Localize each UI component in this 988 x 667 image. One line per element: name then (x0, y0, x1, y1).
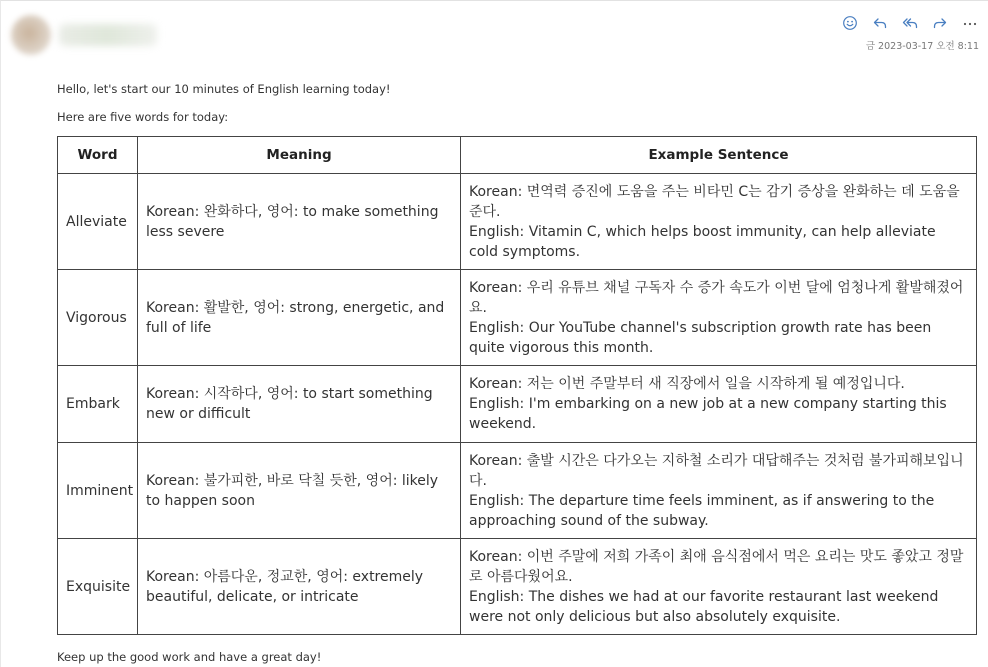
table-row (58, 174, 977, 270)
sender-info-blurred (11, 9, 169, 61)
word-cell: Exquisite (58, 539, 138, 635)
example-korean: Korean: 출발 시간은 다가오는 지하철 소리가 대답해주는 것처럼 불가피해보입니다. (469, 452, 964, 489)
sent-date: 금 2023-03-17 오전 8:11 (865, 41, 979, 52)
meaning-cell: Korean: 아름다운, 정교한, 영어: extremely beautiful, delicate, or intricate (138, 539, 461, 635)
intro-text: Here are five words for today: (57, 110, 229, 124)
meaning-cell: Korean: 활발한, 영어: strong, energetic, and full of life (138, 270, 461, 366)
example-cell (461, 174, 977, 270)
example-cell (461, 443, 977, 539)
example-english: English: Vitamin C, which helps boost immunity, can help alleviate cold symptoms. (469, 223, 936, 260)
word-cell: Embark (58, 366, 138, 443)
table-row (58, 443, 977, 539)
sender-avatar (11, 15, 51, 55)
sender-name-blurred (59, 24, 157, 46)
example-korean: Korean: 우리 유튜브 채널 구독자 수 증가 속도가 이번 달에 엄청나게 활발해졌어요. (469, 279, 964, 316)
meaning-cell: Korean: 완화하다, 영어: to make something less severe (138, 174, 461, 270)
closing-text: Keep up the good work and have a great day! (57, 650, 322, 664)
table-header-row (58, 137, 977, 174)
word-cell: Alleviate (58, 174, 138, 270)
smiley-icon[interactable] (842, 15, 858, 31)
reply-all-icon[interactable] (902, 15, 918, 31)
meaning-cell: Korean: 불가피한, 바로 닥칠 듯한, 영어: likely to happen soon (138, 443, 461, 539)
greeting-text: Hello, let's start our 10 minutes of English learning today! (57, 82, 391, 96)
table-row (58, 366, 977, 443)
table-row (58, 539, 977, 635)
meaning-cell: Korean: 시작하다, 영어: to start something new or difficult (138, 366, 461, 443)
example-english: English: I'm embarking on a new job at a new company starting this weekend. (469, 396, 947, 432)
more-horizontal-icon[interactable] (962, 15, 978, 31)
table-row (58, 270, 977, 366)
forward-icon[interactable] (932, 15, 948, 31)
vocabulary-table (57, 136, 977, 635)
example-english: English: The departure time feels imminent, as if answering to the approaching sound of the subway. (469, 492, 935, 529)
word-cell: Vigorous (58, 270, 138, 366)
reply-icon[interactable] (872, 15, 888, 31)
example-cell (461, 270, 977, 366)
header-word: Word (58, 137, 138, 174)
message-body (57, 81, 977, 664)
example-english: English: The dishes we had at our favorite restaurant last weekend were not only delicious but also absolutely exquisite. (469, 588, 939, 625)
example-korean: Korean: 이번 주말에 저희 가족이 최애 음식점에서 먹은 요리는 맛도 좋았고 정말로 아름다웠어요. (469, 548, 964, 585)
header-meaning: Meaning (138, 137, 461, 174)
example-cell (461, 539, 977, 635)
word-cell: Imminent (58, 443, 138, 539)
example-korean: Korean: 면역력 증진에 도움을 주는 비타민 C는 감기 증상을 완화하는 데 도움을 준다. (469, 183, 960, 220)
example-cell (461, 366, 977, 443)
example-korean: Korean: 저는 이번 주말부터 새 직장에서 일을 시작하게 될 예정입니다. (469, 376, 905, 392)
header-example: Example Sentence (461, 137, 977, 174)
example-english: English: Our YouTube channel's subscription growth rate has been quite vigorous this month. (469, 319, 932, 356)
message-toolbar (842, 15, 978, 31)
